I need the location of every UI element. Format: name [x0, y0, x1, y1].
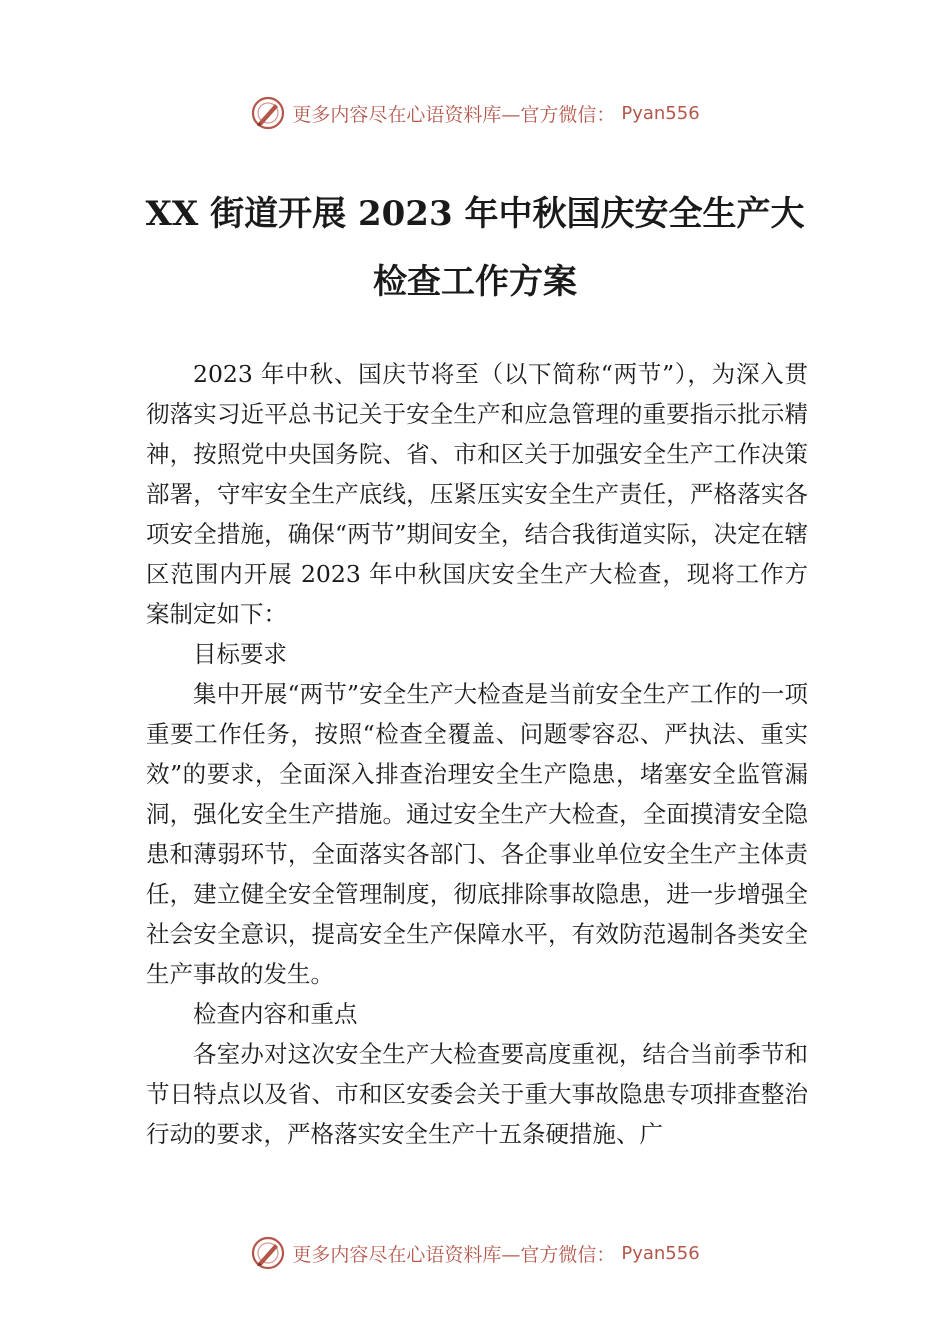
section-heading-goals: 目标要求: [193, 640, 287, 668]
watermark-text: 更多内容尽在心语资料库—官方微信：: [292, 103, 616, 126]
watermark-header: [0, 93, 950, 133]
paragraph-goals: 集中开展“两节”安全生产大检查是当前安全生产工作的一项重要工作任务，按照“检查全覆盖、问题零容忍、严执法、重实效”的要求，全面深入排查治理安全生产隐患，堵塞安全监管漏洞，强化安全生产措施。通过安全生产大检查，全面摸清安全隐患和薄弱环节，全面落实各部门、各企事业单位安全生产主体责任，建立健全安全管理制度，彻底排除事故隐患，进一步增强全社会安全意识，提高安全生产保障水平，有效防范遏制各类安全生产事故的发生。: [146, 680, 808, 988]
section-heading-inspection: 检查内容和重点: [193, 1000, 358, 1028]
title-line-1: XX 街道开展 2023 年中秋国庆安全生产大: [145, 194, 805, 234]
document-body: [146, 354, 808, 1154]
title-line-2: 检查工作方案: [373, 262, 577, 302]
watermark-text: 更多内容尽在心语资料库—官方微信：: [292, 1243, 616, 1266]
document-title: [60, 180, 890, 316]
watermark-account: Pyan556: [621, 102, 700, 124]
watermark-account: Pyan556: [621, 1242, 700, 1264]
watermark-footer: [0, 1233, 950, 1273]
paragraph-intro: 2023 年中秋、国庆节将至（以下简称“两节”），为深入贯彻落实习近平总书记关于安全生产和应急管理的重要指示批示精神，按照党中央国务院、省、市和区关于加强安全生产工作决策部署，守牢安全生产底线，压紧压实安全生产责任，严格落实各项安全措施，确保“两节”期间安全，结合我街道实际，决定在辖区范围内开展 2023 年中秋国庆安全生产大检查，现将工作方案制定如下：: [146, 360, 808, 628]
paragraph-inspection: 各室办对这次安全生产大检查要高度重视，结合当前季节和节日特点以及省、市和区安委会关于重大事故隐患专项排查整治行动的要求，严格落实安全生产十五条硬措施、广: [146, 1040, 808, 1148]
pen-logo-icon: [250, 95, 286, 131]
pen-logo-icon: [250, 1235, 286, 1271]
